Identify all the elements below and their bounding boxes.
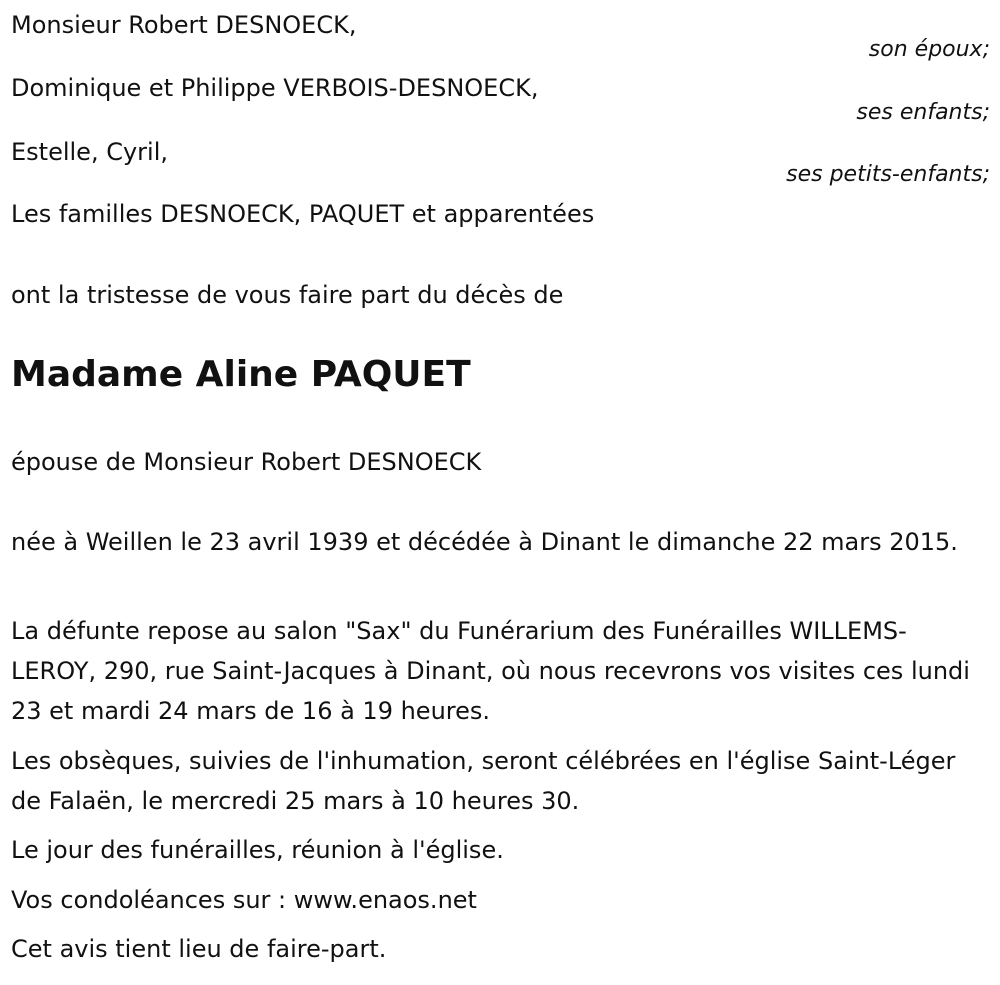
notice-paragraph: Cet avis tient lieu de faire-part. <box>11 935 387 963</box>
family-members-relatives: Les familles DESNOECK, PAQUET et apparentées <box>11 200 595 228</box>
family-member-spouse: Monsieur Robert DESNOECK, <box>11 11 357 39</box>
funeral-paragraph: Les obsèques, suivies de l'inhumation, seront célébrées en l'église Saint-Léger de Falaën, le mercredi 25 mars à 10 heures 30. <box>11 747 956 815</box>
visitation-paragraph: La défunte repose au salon "Sax" du Funérarium des Funérailles WILLEMS-LEROY, 290, rue Saint-Jacques à Dinant, où nous recevrons vos visites ces lundi 23 et mardi 24 mars de 16 à 19 heures. <box>11 617 970 725</box>
role-children: ses enfants; <box>856 100 990 125</box>
family-member-children: Dominique et Philippe VERBOIS-DESNOECK, <box>11 74 539 102</box>
announcement-text: ont la tristesse de vous faire part du décès de <box>11 281 564 309</box>
deceased-name: Madame Aline PAQUET <box>11 354 471 395</box>
role-grandchildren: ses petits-enfants; <box>786 162 990 187</box>
birth-death-paragraph: née à Weillen le 23 avril 1939 et décédée à Dinant le dimanche 22 mars 2015. <box>11 528 958 556</box>
condolences-paragraph: Vos condoléances sur : www.enaos.net <box>11 886 477 914</box>
spouse-line: épouse de Monsieur Robert DESNOECK <box>11 448 482 476</box>
family-member-grandchildren: Estelle, Cyril, <box>11 138 168 166</box>
meeting-paragraph: Le jour des funérailles, réunion à l'église. <box>11 836 504 864</box>
role-spouse: son époux; <box>868 37 990 62</box>
